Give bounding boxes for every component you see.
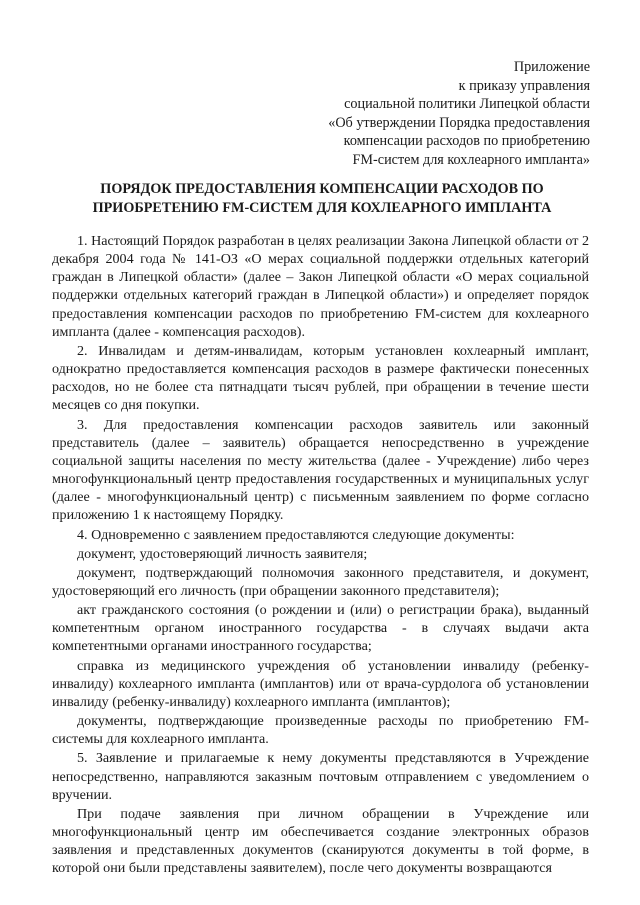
title-line: ПРИОБРЕТЕНИЮ FM-СИСТЕМ ДЛЯ КОХЛЕАРНОГО ИМПЛАНТА	[92, 199, 552, 216]
appendix-line: социальной политики Липецкой области	[344, 96, 590, 113]
paragraph-4: 4. Одновременно с заявлением предоставляются следующие документы:	[77, 526, 515, 543]
title-line: ПОРЯДОК ПРЕДОСТАВЛЕНИЯ КОМПЕНСАЦИИ РАСХОДОВ ПО	[100, 181, 544, 197]
paragraph-1: 1. Настоящий Порядок разработан в целях реализации Закона Липецкой области от 2 декабря 2004 года № 141-ОЗ «О мерах социальной поддержки отдельных категорий граждан в Липецкой области» (далее – Закон Липецкой области «О мерах социальной поддержки отдельных категорий граждан в Липецкой области») и определяет порядок предоставления компенсации расходов по приобретению FM-систем для кохлеарного импланта (далее - компенсация расходов).	[52, 233, 589, 340]
appendix-line: «Об утверждении Порядка предоставления	[328, 114, 590, 131]
appendix-header	[290, 58, 590, 170]
paragraph-document-list-item: справка из медицинского учреждения об установлении инвалиду (ребенку-инвалиду) кохлеарного импланта (имплантов) или от врача-сурдолога об установлении инвалиду (ребенку-инвалиду) кохлеарного импланта (имплантов);	[52, 657, 589, 710]
paragraph-2: 2. Инвалидам и детям-инвалидам, которым установлен кохлеарный имплант, однократно предоставляется компенсация расходов в размере фактически понесенных расходов, но не более ста пятнадцати тысяч рублей, при обращении в течение шести месяцев со дня покупки.	[52, 342, 589, 414]
appendix-line: Приложение	[513, 59, 590, 75]
document-title	[52, 180, 592, 218]
paragraph-3: 3. Для предоставления компенсации расходов заявитель или законный представитель (далее – заявитель) обращается непосредственно в учреждение социальной защиты населения по месту жительства (далее - Учреждение) либо через многофункциональный центр предоставления государственных и муниципальных услуг (далее - многофункциональный центр) с письменным заявлением по форме согласно приложению 1 к настоящему Порядку.	[52, 416, 589, 524]
appendix-line: компенсации расходов по приобретению	[343, 133, 590, 150]
paragraph-document-list-item: документы, подтверждающие произведенные расходы по приобретению FM-системы для кохлеарного импланта.	[52, 713, 589, 748]
paragraph-document-list-item: акт гражданского состояния (о рождении и (или) о регистрации брака), выданный компетентным органом иностранного государства - в случаях выдачи акта компетентными органами иностранного государства;	[52, 602, 589, 655]
appendix-line: FM-систем для кохлеарного импланта»	[352, 151, 590, 168]
paragraph-document-list-item: документ, удостоверяющий личность заявителя;	[77, 545, 368, 562]
paragraph-submission: При подаче заявления при личном обращении в Учреждение или многофункциональный центр им обеспечивается создание электронных образов заявления и представленных документов (сканируются документы в той форме, в которой они были представлены заявителем), после чего документы возвращаются	[52, 805, 589, 877]
paragraph-document-list-item: документ, подтверждающий полномочия законного представителя, и документ, удостоверяющий его личность (при обращении законного представителя);	[52, 564, 589, 599]
appendix-line: к приказу управления	[458, 77, 590, 94]
paragraph-5: 5. Заявление и прилагаемые к нему документы представляются в Учреждение непосредственно, направляются заказным почтовым отправлением с уведомлением о вручении.	[52, 750, 589, 803]
document-body	[52, 232, 589, 877]
